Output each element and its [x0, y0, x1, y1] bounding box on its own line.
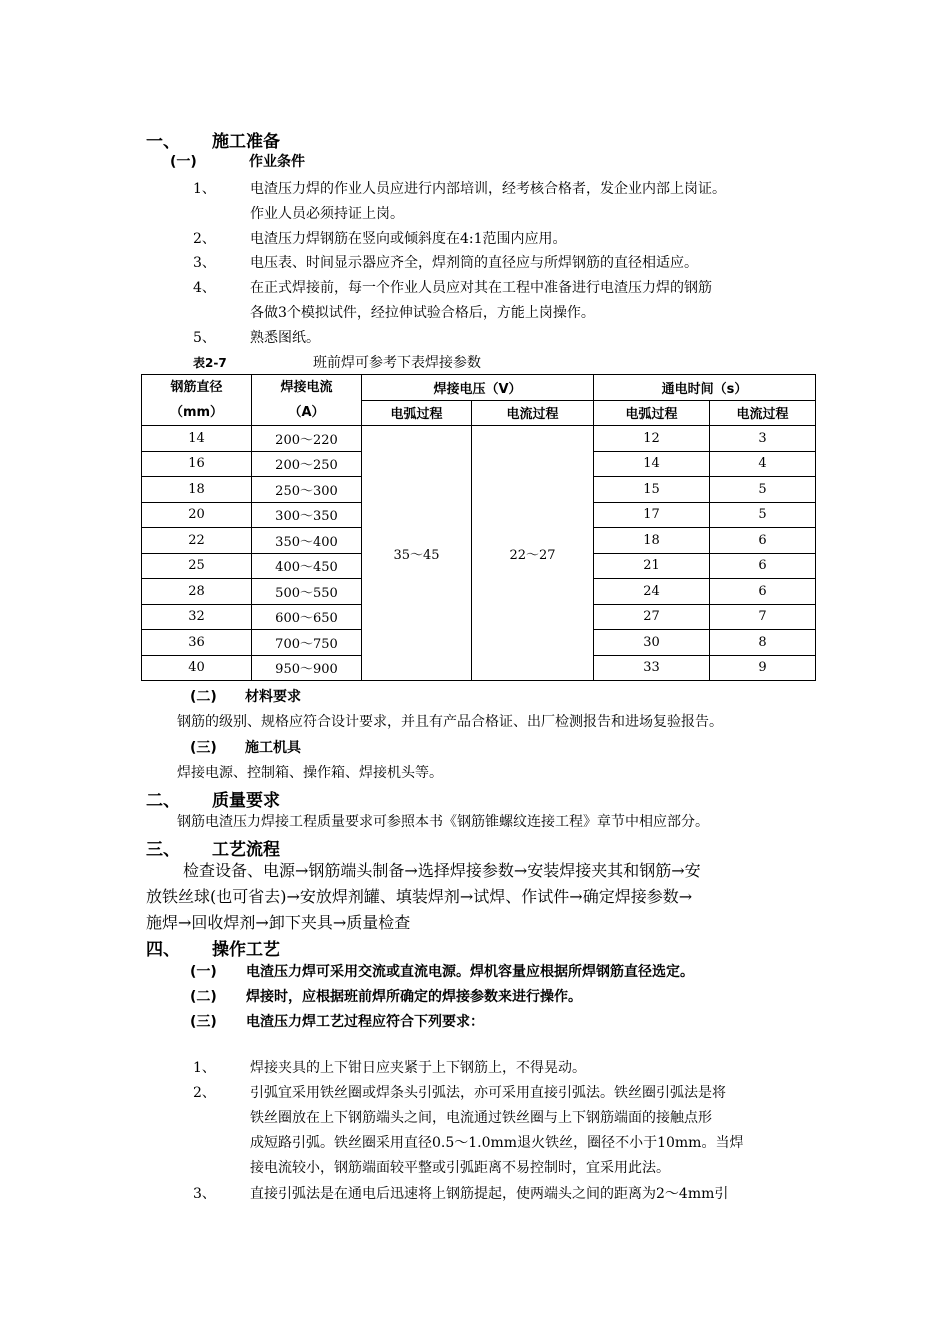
item-number: 1、 [193, 1060, 216, 1076]
item-number: 1、 [193, 181, 216, 197]
subsection-1-title: 作业条件 [249, 154, 305, 170]
section-1-title: 施工准备 [212, 132, 280, 152]
item-number: 3、 [193, 1186, 216, 1202]
item-text: 熟悉图纸。 [250, 330, 320, 346]
section-3-title: 工艺流程 [212, 840, 280, 860]
cell-current: 350～400 [252, 528, 362, 554]
operation-text: 电渣压力焊工艺过程应符合下列要求： [246, 1014, 484, 1030]
subsection-2-text: 钢筋的级别、规格应符合设计要求，并且有产品合格证、出厂检测报告和进场复验报告。 [177, 714, 723, 730]
welding-parameter-table [141, 374, 816, 681]
item-number: 2、 [193, 231, 216, 247]
item-text: 电压表、时间显示器应齐全，焊剂筒的直径应与所焊钢筋的直径相适应。 [250, 255, 698, 271]
header-current-unit: （A） [288, 405, 325, 420]
cell-current: 600～650 [252, 604, 362, 630]
header-time-flow: 电流过程 [710, 400, 816, 426]
section-4-title: 操作工艺 [212, 940, 280, 960]
cell-time-arc: 18 [594, 528, 710, 554]
cell-current: 700～750 [252, 630, 362, 656]
section-2-title: 质量要求 [212, 791, 280, 811]
process-flow-line: 放铁丝球(也可省去)→安放焊剂罐、填装焊剂→试焊、作试件→确定焊接参数→ [146, 887, 693, 906]
subsection-2-number: (二) [190, 689, 217, 705]
cell-current: 400～450 [252, 553, 362, 579]
cell-time-arc: 33 [594, 655, 710, 681]
subsection-3-title: 施工机具 [245, 740, 301, 756]
cell-time-flow: 6 [710, 553, 816, 579]
cell-time-arc: 21 [594, 553, 710, 579]
header-diameter [142, 375, 252, 426]
cell-diameter: 18 [142, 477, 252, 503]
cell-diameter: 32 [142, 604, 252, 630]
cell-time-flow: 5 [710, 477, 816, 503]
header-diameter-label: 钢筋直径 [170, 380, 223, 395]
table-caption: 班前焊可参考下表焊接参数 [313, 355, 481, 371]
cell-diameter: 36 [142, 630, 252, 656]
cell-time-arc: 14 [594, 451, 710, 477]
cell-time-flow: 7 [710, 604, 816, 630]
cell-time-flow: 8 [710, 630, 816, 656]
item-text: 电渣压力焊的作业人员应进行内部培训，经考核合格者，发企业内部上岗证。 [250, 181, 726, 197]
section-2-text: 钢筋电渣压力焊接工程质量要求可参照本书《钢筋锥螺纹连接工程》章节中相应部分。 [177, 814, 709, 830]
subsection-2-title: 材料要求 [245, 689, 301, 705]
cell-current: 950～900 [252, 655, 362, 681]
header-voltage-arc: 电弧过程 [362, 400, 472, 426]
section-2-number: 二、 [146, 791, 180, 811]
cell-diameter: 14 [142, 426, 252, 452]
cell-diameter: 16 [142, 451, 252, 477]
item-text: 电渣压力焊钢筋在竖向或倾斜度在4:1范围内应用。 [250, 231, 567, 247]
cell-current: 250～300 [252, 477, 362, 503]
subsection-1-number: (一) [170, 154, 197, 170]
cell-voltage-flow: 22～27 [472, 426, 594, 681]
header-voltage-flow: 电流过程 [472, 400, 594, 426]
operation-text: 焊接时，应根据班前焊所确定的焊接参数来进行操作。 [246, 989, 582, 1005]
item-number: 5、 [193, 330, 216, 346]
cell-current: 500～550 [252, 579, 362, 605]
section-3-number: 三、 [146, 840, 180, 860]
cell-time-arc: 30 [594, 630, 710, 656]
header-voltage: 焊接电压（V） [362, 375, 594, 401]
header-time-arc: 电弧过程 [594, 400, 710, 426]
cell-current: 300～350 [252, 502, 362, 528]
header-current-label: 焊接电流 [280, 380, 333, 395]
cell-time-arc: 24 [594, 579, 710, 605]
item-text: 焊接夹具的上下钳日应夹紧于上下钢筋上，不得晃动。 [250, 1060, 586, 1076]
cell-time-arc: 15 [594, 477, 710, 503]
section-4-number: 四、 [146, 940, 180, 960]
cell-diameter: 25 [142, 553, 252, 579]
cell-voltage-arc: 35～45 [362, 426, 472, 681]
section-1-number: 一、 [146, 132, 180, 152]
operation-number: (二) [190, 989, 217, 1005]
operation-text: 电渣压力焊可采用交流或直流电源。焊机容量应根据所焊钢筋直径选定。 [246, 964, 694, 980]
item-number: 3、 [193, 255, 216, 271]
item-text: 作业人员必须持证上岗。 [250, 206, 404, 222]
cell-time-flow: 4 [710, 451, 816, 477]
header-time: 通电时间（s） [594, 375, 816, 401]
item-text: 各做3个模拟试件，经拉伸试验合格后，方能上岗操作。 [250, 305, 595, 321]
header-current [252, 375, 362, 426]
cell-current: 200～250 [252, 451, 362, 477]
item-text: 接电流较小，钢筋端面较平整或引弧距离不易控制时，宜采用此法。 [250, 1160, 670, 1176]
table-row [142, 426, 816, 452]
cell-diameter: 28 [142, 579, 252, 605]
process-flow-line: 施焊→回收焊剂→卸下夹具→质量检查 [146, 913, 411, 932]
item-number: 2、 [193, 1085, 216, 1101]
table-label: 表2-7 [193, 356, 227, 370]
item-text: 引弧宜采用铁丝圈或焊条头引弧法，亦可采用直接引弧法。铁丝圈引弧法是将 [250, 1085, 726, 1101]
cell-diameter: 22 [142, 528, 252, 554]
item-text: 直接引弧法是在通电后迅速将上钢筋提起，使两端头之间的距离为2～4mm引 [250, 1186, 729, 1202]
cell-time-flow: 3 [710, 426, 816, 452]
cell-diameter: 40 [142, 655, 252, 681]
operation-number: (三) [190, 1014, 217, 1030]
item-text: 铁丝圈放在上下钢筋端头之间，电流通过铁丝圈与上下钢筋端面的接触点形 [250, 1110, 712, 1126]
cell-time-flow: 6 [710, 579, 816, 605]
operation-number: (一) [190, 964, 217, 980]
item-text: 成短路引弧。铁丝圈采用直径0.5～1.0mm退火铁丝，圈径不小于10mm。当焊 [250, 1135, 744, 1151]
cell-time-arc: 27 [594, 604, 710, 630]
cell-time-flow: 9 [710, 655, 816, 681]
cell-time-flow: 5 [710, 502, 816, 528]
cell-time-arc: 12 [594, 426, 710, 452]
subsection-3-number: (三) [190, 740, 217, 756]
process-flow-line: 检查设备、电源→钢筋端头制备→选择焊接参数→安装焊接夹其和钢筋→安 [183, 861, 701, 880]
cell-time-flow: 6 [710, 528, 816, 554]
cell-current: 200～220 [252, 426, 362, 452]
header-diameter-unit: （mm） [169, 405, 224, 420]
subsection-3-text: 焊接电源、控制箱、操作箱、焊接机头等。 [177, 765, 443, 781]
cell-time-arc: 17 [594, 502, 710, 528]
cell-diameter: 20 [142, 502, 252, 528]
item-text: 在正式焊接前，每一个作业人员应对其在工程中准备进行电渣压力焊的钢筋 [250, 280, 712, 296]
item-number: 4、 [193, 280, 216, 296]
